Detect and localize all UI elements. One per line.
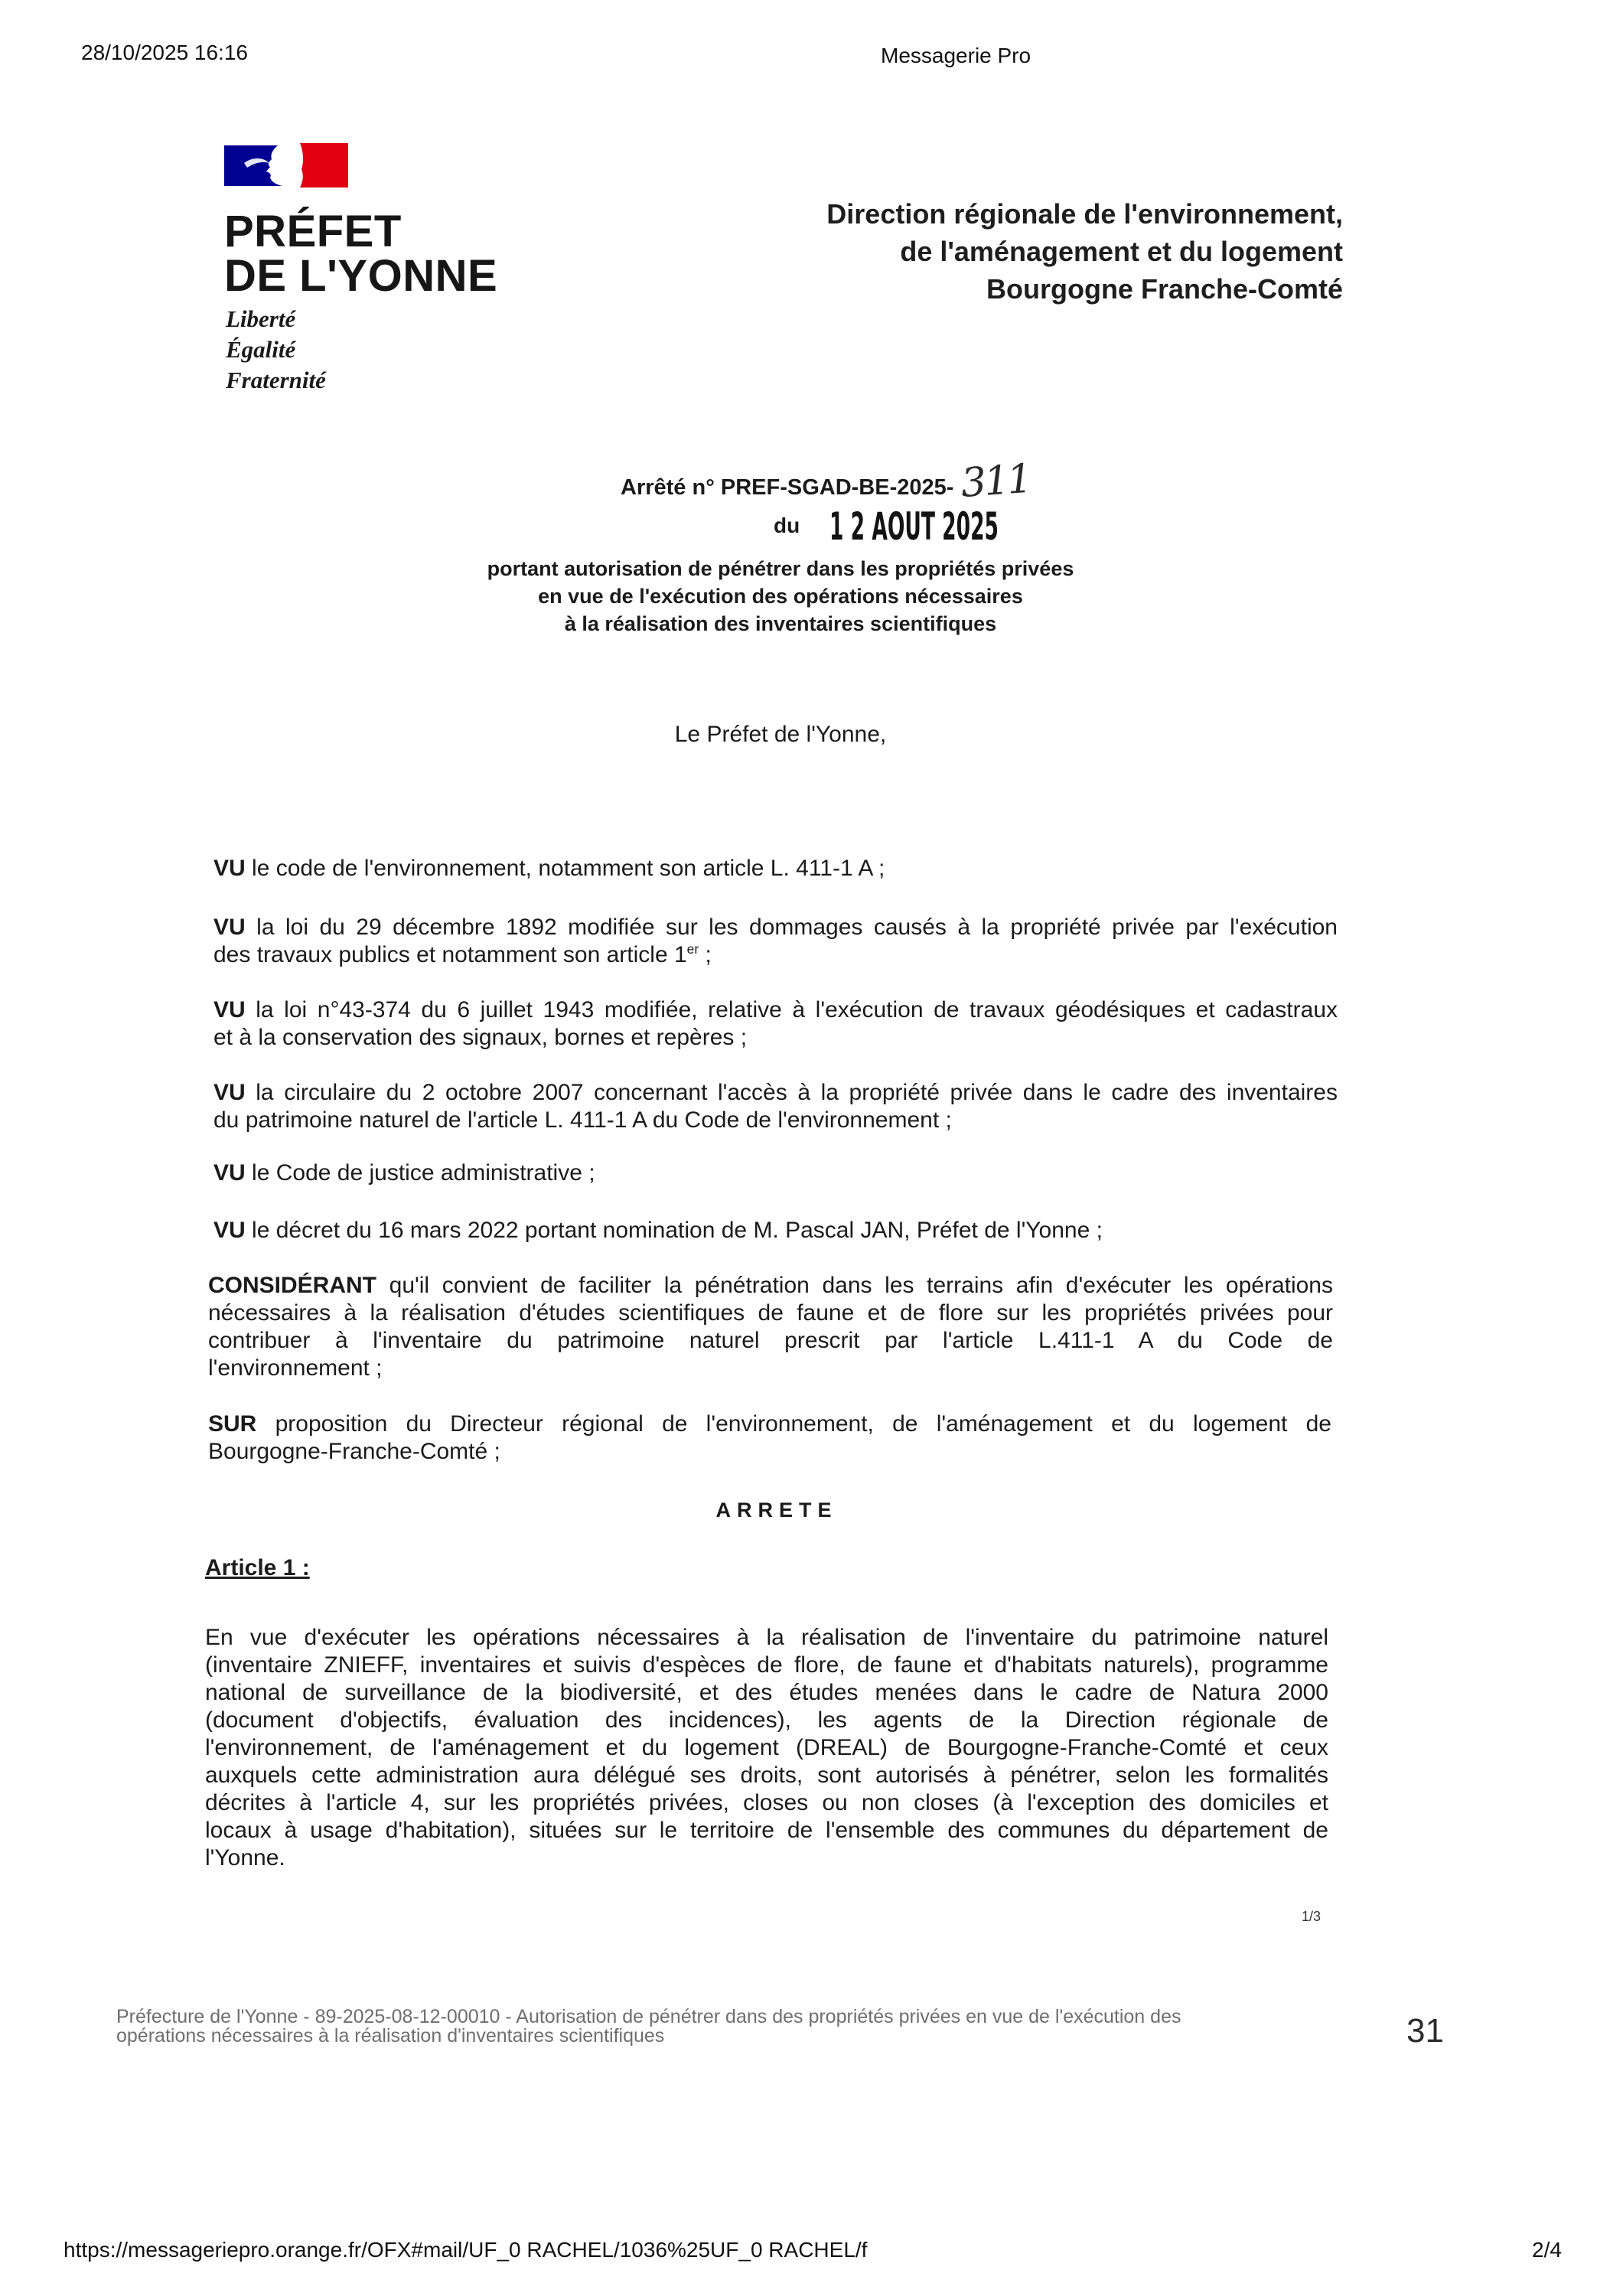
visa-lead: VU (213, 1080, 246, 1105)
flag-red-panel (300, 143, 348, 188)
print-app-title: Messagerie Pro (881, 44, 1031, 67)
preamble: Le Préfet de l'Yonne, (674, 722, 887, 747)
motto-fraternite: Fraternité (226, 367, 326, 393)
decree-date-stamp: 1 2 AOUT 2025 (829, 504, 999, 549)
line-text: le Code de justice administrative ; (252, 1160, 595, 1186)
visa-paragraph (213, 855, 1338, 882)
motto-egalite: Égalité (226, 336, 296, 363)
paragraph-line: l'environnement ; (208, 1355, 383, 1381)
print-page-count: 2/4 (1532, 2238, 1562, 2262)
line-text: le décret du 16 mars 2022 portant nomination de M. Pascal JAN, Préfet de l'Yonne ; (252, 1218, 1103, 1243)
visa-lead: VU (213, 1160, 246, 1186)
recueil-page-number: 31 (1406, 2012, 1444, 2050)
subject-line: à la réalisation des inventaires scientifiques (564, 612, 997, 635)
visa-lead: VU (213, 856, 246, 881)
paragraph-line: (inventaire ZNIEFF, inventaires et suivis d'espèces de flore, de faune et d'habitats naturels), programme (205, 1652, 1328, 1678)
subject-line: portant autorisation de pénétrer dans les propriétés privées (487, 557, 1074, 580)
paragraph-line (213, 996, 1338, 1024)
visa-paragraph (213, 996, 1338, 1052)
paragraph-line: du patrimoine naturel de l'article L. 411-1 A du Code de l'environnement ; (213, 1107, 952, 1133)
print-url: https://messageriepro.orange.fr/OFX#mail/UF_0 RACHEL/1036%25UF_0 RACHEL/f (64, 2238, 868, 2262)
visa-lead: VU (213, 915, 246, 940)
decree-date-label: du (774, 514, 800, 537)
motto-liberte: Liberté (226, 305, 296, 332)
recueil-footer (116, 2007, 1181, 2046)
paragraph-line (208, 1411, 1331, 1438)
print-datetime: 28/10/2025 16:16 (81, 41, 248, 64)
footer-line: Préfecture de l'Yonne - 89-2025-08-12-00010 - Autorisation de pénétrer dans des propriétés privées en vue de l'exécution des (116, 2006, 1181, 2027)
line-end: ; (705, 942, 712, 967)
paragraph-line: l'environnement, de l'aménagement et du logement (DREAL) de Bourgogne-Franche-Comté et ceux (205, 1735, 1328, 1760)
paragraph-line: En vue d'exécuter les opérations nécessaires à la réalisation de l'inventaire du patrimoine naturel (205, 1625, 1328, 1650)
considerant-paragraph (208, 1272, 1333, 1382)
paragraph-line (208, 1272, 1333, 1300)
line-text: le code de l'environnement, notamment son article L. 411-1 A ; (252, 856, 885, 881)
visa-lead: VU (213, 997, 246, 1022)
paragraph-line (213, 1159, 1338, 1187)
decree-number-handwritten: 311 (959, 455, 1032, 507)
paragraph-line: locaux à usage d'habitation), situées sur le territoire de l'ensemble des communes du département de (205, 1818, 1328, 1843)
article-1-heading: Article 1 : (205, 1555, 310, 1580)
paragraph-line (213, 1217, 1338, 1244)
visa-paragraph (213, 1079, 1338, 1134)
decree-subject (398, 555, 1163, 638)
paragraph-line: nécessaires à la réalisation d'études scientifiques de faune et de flore sur les propriétés privées pour (208, 1300, 1333, 1326)
republic-motto (226, 304, 326, 396)
line-text: la loi du 29 décembre 1892 modifiée sur les dommages causés à la propriété privée par l'exécution (256, 915, 1338, 940)
issuer-line-3: Bourgogne Franche-Comté (986, 273, 1343, 305)
line-text: qu'il convient de faciliter la pénétration dans les terrains afin d'exécuter les opérations (389, 1273, 1333, 1298)
paragraph-line: et à la conservation des signaux, bornes et repères ; (213, 1025, 748, 1050)
paragraph-line (213, 941, 1338, 969)
line-text: la loi n°43-374 du 6 juillet 1943 modifiée, relative à l'exécution de travaux géodésiques et cadastraux (256, 997, 1338, 1022)
article-1-body (205, 1624, 1328, 1872)
paragraph-line: (document d'objectifs, évaluation des incidences), les agents de la Direction régionale de (205, 1707, 1328, 1733)
paragraph-line: contribuer à l'inventaire du patrimoine naturel prescrit par l'article L.411-1 A du Code de (208, 1328, 1333, 1353)
ordinal-superscript: er (686, 941, 699, 957)
visa-lead: VU (213, 1218, 246, 1243)
line-text: des travaux publics et notamment son article 1 (213, 942, 687, 967)
line-text: proposition du Directeur régional de l'environnement, de l'aménagement et du logement de (275, 1411, 1331, 1437)
paragraph-line: l'Yonne. (205, 1845, 285, 1870)
footer-line: opérations nécessaires à la réalisation d'inventaires scientifiques (116, 2025, 665, 2047)
authority-line-2: DE L'YONNE (224, 251, 498, 301)
paragraph-line: national de surveillance de la biodiversité, et des études menées dans le cadre de Natura 2000 (205, 1680, 1328, 1705)
paragraph-line: Bourgogne-Franche-Comté ; (208, 1439, 500, 1464)
prefecture-name (224, 207, 498, 301)
decision-heading: ARRETE (715, 1499, 838, 1521)
considerant-lead: CONSIDÉRANT (208, 1273, 377, 1298)
paragraph-line: auxquels cette administration aura délégué ses droits, sont autorisés à pénétrer, selon les formalités (205, 1763, 1328, 1788)
proposal-lead: SUR (208, 1411, 257, 1437)
decree-number-label: Arrêté n° PREF-SGAD-BE-2025- (621, 475, 954, 500)
subject-line: en vue de l'exécution des opérations nécessaires (538, 585, 1023, 608)
flag-blue-panel (224, 145, 282, 186)
issuing-directorate (826, 195, 1343, 308)
document-page-marker: 1/3 (1302, 1909, 1322, 1924)
line-text: la circulaire du 2 octobre 2007 concernant l'accès à la propriété privée dans le cadre des inventaires (256, 1080, 1338, 1105)
authority-line-1: PRÉFET (224, 207, 402, 256)
visa-paragraph (213, 1217, 1338, 1244)
marianne-logo (224, 143, 348, 188)
visa-paragraph (213, 914, 1338, 969)
proposal-paragraph (208, 1411, 1331, 1466)
issuer-line-1: Direction régionale de l'environnement, (826, 198, 1343, 230)
paragraph-line (213, 1079, 1338, 1107)
paragraph-line (213, 855, 1338, 882)
visa-paragraph (213, 1159, 1338, 1187)
paragraph-line (213, 914, 1338, 941)
paragraph-line: décrites à l'article 4, sur les propriétés privées, closes ou non closes (à l'exception des domiciles et (205, 1790, 1328, 1815)
issuer-line-2: de l'aménagement et du logement (900, 236, 1343, 267)
